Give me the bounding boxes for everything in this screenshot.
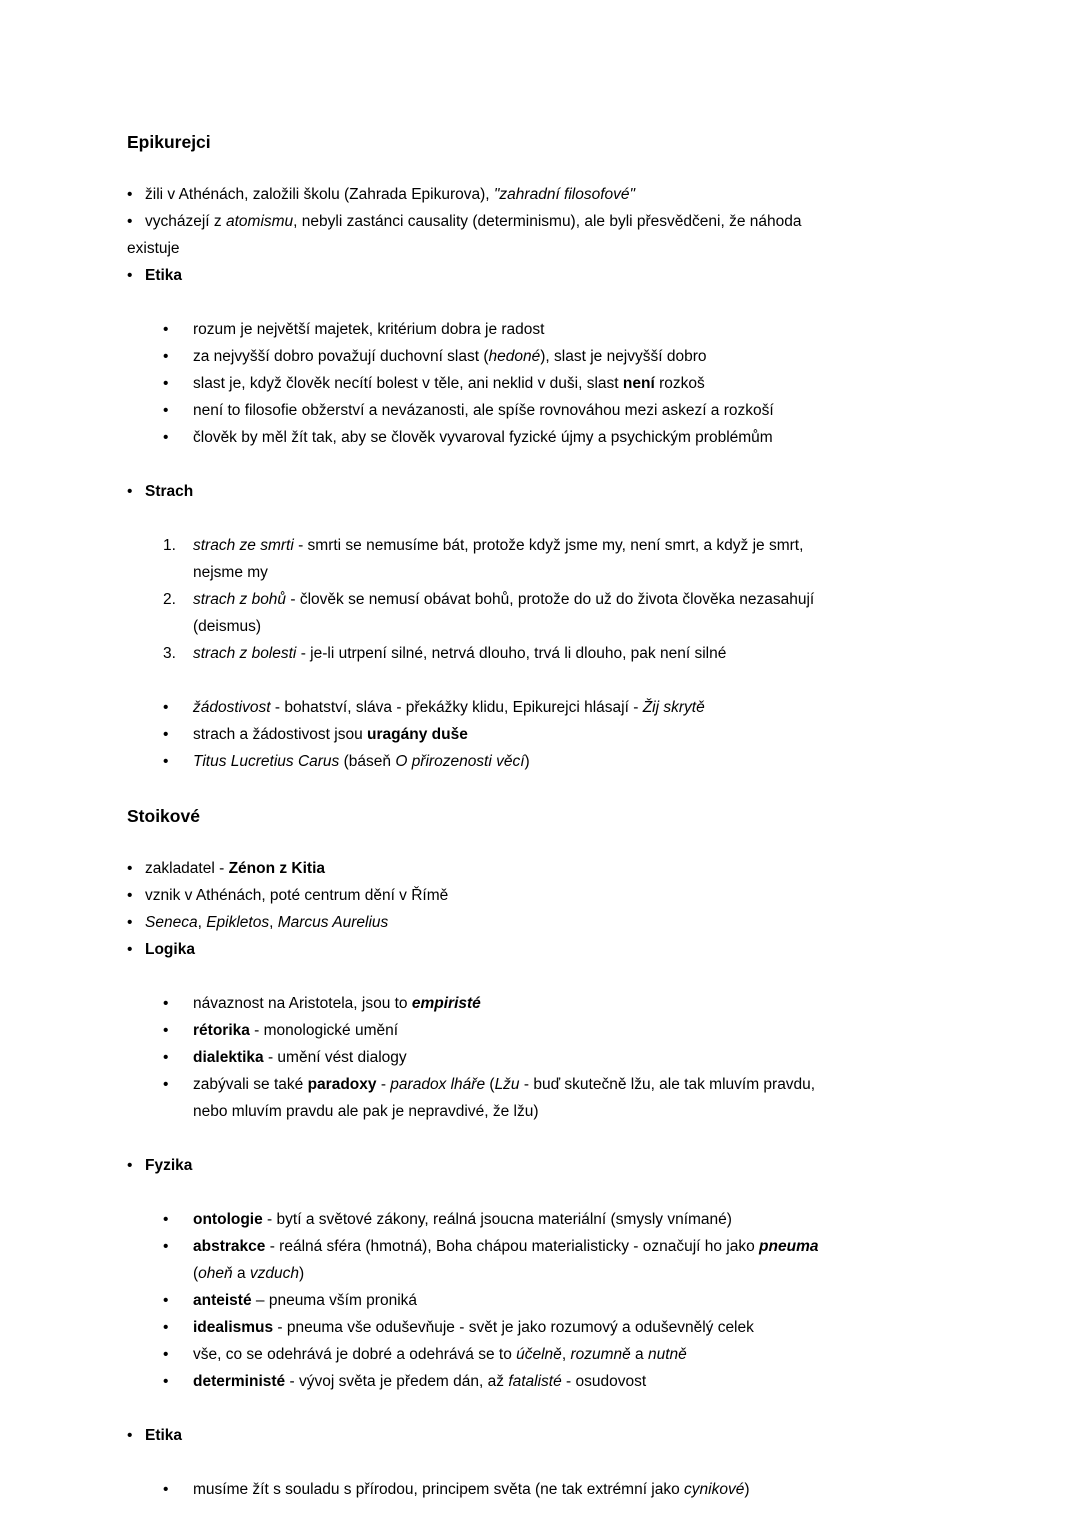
- bullet-marker: •: [127, 941, 133, 958]
- list-item-text: vznik v Athénách, poté centrum dění v Římě: [145, 887, 449, 904]
- bullet-marker: •: [163, 375, 169, 392]
- numbered-item: [127, 586, 1020, 613]
- list-item-text: rétorika - monologické umění: [193, 1022, 399, 1039]
- bullet-marker: •: [163, 1076, 169, 1093]
- list-item: [127, 990, 1020, 1017]
- list-item-text: Logika: [145, 941, 195, 958]
- bullet-marker: •: [127, 1157, 133, 1174]
- numbered-item: [127, 640, 1020, 667]
- list-item-text: strach z bolesti - je-li utrpení silné, netrvá dlouho, trvá li dlouho, pak není silné: [193, 645, 727, 662]
- bullet-marker: •: [163, 1373, 169, 1390]
- list-item-text: vycházejí z atomismu, nebyli zastánci causality (determinismu), ale byli přesvědčeni, že náhoda: [145, 213, 802, 230]
- bullet-marker: •: [163, 429, 169, 446]
- list-item-text: idealismus - pneuma vše oduševňuje - svět je jako rozumový a oduševnělý celek: [193, 1319, 754, 1336]
- list-item-text: žili v Athénách, založili školu (Zahrada Epikurova), "zahradní filosofové": [145, 186, 636, 203]
- bullet-marker: •: [163, 1211, 169, 1228]
- bullet-marker: •: [163, 1481, 169, 1498]
- list-item-text: Strach: [145, 483, 194, 500]
- list-item-text: (deismus): [193, 618, 262, 635]
- list-item: [127, 316, 1020, 343]
- list-item-text: existuje: [127, 240, 180, 257]
- list-item-text: vše, co se odehrává je dobré a odehrává se to účelně, rozumně a nutně: [193, 1346, 687, 1363]
- list-item-text: člověk by měl žít tak, aby se člověk vyvaroval fyzické újmy a psychickým problémům: [193, 429, 773, 446]
- list-item-text: ontologie - bytí a světové zákony, reálná jsoucna materiální (smysly vnímané): [193, 1211, 732, 1228]
- bullet-marker: •: [163, 402, 169, 419]
- bullet-marker: •: [163, 995, 169, 1012]
- bullet-marker: •: [163, 1238, 169, 1255]
- list-item: [127, 343, 1020, 370]
- bullet-marker: •: [127, 887, 133, 904]
- bullet-marker: •: [163, 1022, 169, 1039]
- number-marker: 3.: [163, 645, 176, 662]
- number-marker: 1.: [163, 537, 176, 554]
- continuation-line: [127, 613, 1020, 640]
- numbered-item: [127, 532, 1020, 559]
- number-marker: 2.: [163, 591, 176, 608]
- heading-text: Epikurejci: [127, 132, 211, 152]
- bullet-marker: •: [163, 1292, 169, 1309]
- bullet-marker: •: [163, 726, 169, 743]
- bullet-marker: •: [163, 321, 169, 338]
- bullet-marker: •: [163, 1319, 169, 1336]
- list-item: [127, 478, 1020, 505]
- bullet-marker: •: [127, 1427, 133, 1444]
- section-heading: [127, 802, 1020, 830]
- heading-text: Stoikové: [127, 806, 200, 826]
- list-item-text: strach ze smrti - smrti se nemusíme bát, protože když jsme my, není smrt, a když je smrt,: [193, 537, 804, 554]
- list-item-text: nejsme my: [193, 564, 268, 581]
- bullet-marker: •: [163, 1049, 169, 1066]
- list-item-text: slast je, když člověk necítí bolest v těle, ani neklid v duši, slast není rozkoš: [193, 375, 705, 392]
- list-item: [127, 1233, 1020, 1260]
- list-item: [127, 1314, 1020, 1341]
- list-item-text: Etika: [145, 267, 183, 284]
- continuation-line: [127, 235, 1020, 262]
- bullet-marker: •: [163, 1346, 169, 1363]
- list-item-text: abstrakce - reálná sféra (hmotná), Boha chápou materialisticky - označují ho jako pneuma: [193, 1238, 819, 1255]
- list-item: [127, 262, 1020, 289]
- list-item: [127, 1206, 1020, 1233]
- list-item: [127, 1368, 1020, 1395]
- section-heading: [127, 128, 1020, 156]
- list-item-text: návaznost na Aristotela, jsou to empiristé: [193, 995, 481, 1012]
- list-item: [127, 1476, 1020, 1503]
- list-item: [127, 208, 1020, 235]
- continuation-line: [127, 559, 1020, 586]
- list-item: [127, 721, 1020, 748]
- bullet-marker: •: [163, 753, 169, 770]
- list-item: [127, 882, 1020, 909]
- list-item-text: musíme žít s souladu s přírodou, principem světa (ne tak extrémní jako cynikové): [193, 1481, 750, 1498]
- continuation-line: [127, 1260, 1020, 1287]
- list-item-text: (oheň a vzduch): [193, 1265, 305, 1282]
- list-item-text: Etika: [145, 1427, 183, 1444]
- list-item: [127, 370, 1020, 397]
- list-item: [127, 397, 1020, 424]
- list-item: [127, 1287, 1020, 1314]
- bullet-marker: •: [127, 186, 133, 203]
- list-item: [127, 181, 1020, 208]
- bullet-marker: •: [127, 860, 133, 877]
- list-item-text: Seneca, Epikletos, Marcus Aurelius: [145, 914, 389, 931]
- list-item: [127, 1152, 1020, 1179]
- bullet-marker: •: [163, 699, 169, 716]
- list-item: [127, 1341, 1020, 1368]
- bullet-marker: •: [127, 914, 133, 931]
- list-item-text: Titus Lucretius Carus (báseň O přirozenosti věcí): [193, 753, 530, 770]
- list-item-text: za nejvyšší dobro považují duchovní slast (hedoné), slast je nejvyšší dobro: [193, 348, 707, 365]
- bullet-marker: •: [127, 213, 133, 230]
- bullet-marker: •: [127, 267, 133, 284]
- list-item-text: žádostivost - bohatství, sláva - překážky klidu, Epikurejci hlásají - Žij skrytě: [193, 699, 705, 716]
- list-item: [127, 855, 1020, 882]
- list-item-text: anteisté – pneuma vším proniká: [193, 1292, 418, 1309]
- list-item: [127, 1044, 1020, 1071]
- list-item-text: není to filosofie obžerství a nevázanosti, ale spíše rovnováhou mezi askezí a rozkoší: [193, 402, 774, 419]
- bullet-marker: •: [127, 483, 133, 500]
- list-item: [127, 1422, 1020, 1449]
- list-item-text: Fyzika: [145, 1157, 193, 1174]
- list-item: [127, 909, 1020, 936]
- list-item-text: strach z bohů - člověk se nemusí obávat bohů, protože do už do života člověka nezasahují: [193, 591, 815, 608]
- list-item: [127, 1071, 1020, 1098]
- list-item: [127, 694, 1020, 721]
- list-item-text: deterministé - vývoj světa je předem dán, až fatalisté - osudovost: [193, 1373, 647, 1390]
- list-item: [127, 424, 1020, 451]
- bullet-marker: •: [163, 348, 169, 365]
- list-item-text: strach a žádostivost jsou uragány duše: [193, 726, 468, 743]
- list-item-text: rozum je největší majetek, kritérium dobra je radost: [193, 321, 545, 338]
- list-item-text: dialektika - umění vést dialogy: [193, 1049, 407, 1066]
- list-item: [127, 748, 1020, 775]
- list-item-text: zabývali se také paradoxy - paradox lháře (Lžu - buď skutečně lžu, ale tak mluvím pravdu,: [193, 1076, 816, 1093]
- continuation-line: [127, 1098, 1020, 1125]
- list-item-text: nebo mluvím pravdu ale pak je nepravdivé, že lžu): [193, 1103, 539, 1120]
- list-item: [127, 1017, 1020, 1044]
- list-item: [127, 936, 1020, 963]
- list-item-text: zakladatel - Zénon z Kitia: [145, 860, 326, 877]
